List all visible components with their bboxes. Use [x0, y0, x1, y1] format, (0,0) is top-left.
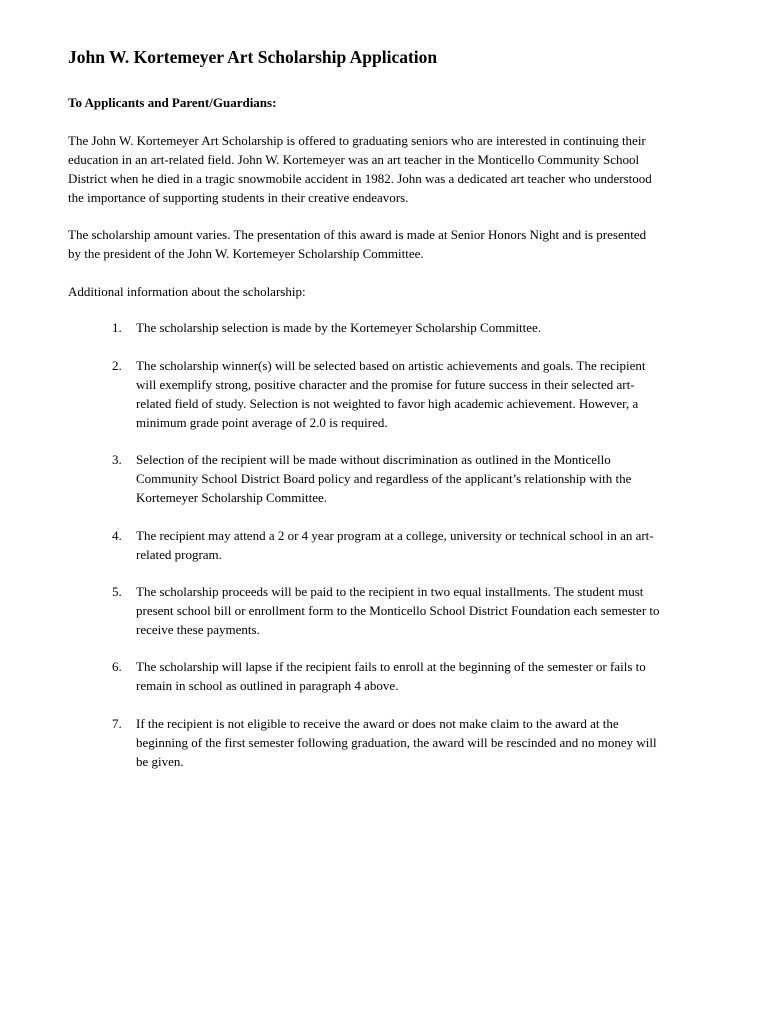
list-line: receive these payments. — [136, 622, 260, 637]
paragraph-line: District when he died in a tragic snowmobile accident in 1982. John was a dedicated art teacher who understood — [68, 171, 652, 186]
list-number: 1. — [112, 320, 122, 335]
list-number: 5. — [112, 584, 122, 599]
list-line: If the recipient is not eligible to receive the award or does not make claim to the award at the — [136, 716, 619, 731]
paragraph-line: the importance of supporting students in their creative endeavors. — [68, 190, 409, 205]
list-number: 7. — [112, 716, 122, 731]
paragraph-line: by the president of the John W. Kortemeyer Scholarship Committee. — [68, 246, 424, 261]
list-line: related field of study. Selection is not weighted to favor high academic achievement. However, a — [136, 396, 639, 411]
list-number: 6. — [112, 659, 122, 674]
paragraph-line: The scholarship amount varies. The presentation of this award is made at Senior Honors Night and is presented — [68, 227, 647, 242]
list-line: will exemplify strong, positive character and the promise for future success in their selected art- — [136, 377, 635, 392]
list-number: 3. — [112, 452, 122, 467]
list-line: The scholarship will lapse if the recipient fails to enroll at the beginning of the semester or fails to — [136, 659, 646, 674]
list-line: be given. — [136, 754, 184, 769]
additional-info-heading — [68, 282, 708, 301]
list-item-text — [136, 657, 716, 695]
list-line: beginning of the first semester following graduation, the award will be rescinded and no money will — [136, 735, 657, 750]
salutation: To Applicants and Parent/Guardians: — [68, 95, 277, 110]
list-line: The scholarship selection is made by the Kortemeyer Scholarship Committee. — [136, 320, 542, 335]
award-paragraph — [68, 225, 708, 263]
list-number: 2. — [112, 358, 122, 373]
list-item-text — [136, 318, 716, 337]
intro-paragraph — [68, 131, 708, 207]
paragraph-line: The John W. Kortemeyer Art Scholarship is offered to graduating seniors who are interested in continuing their — [68, 133, 646, 148]
list-item-text — [136, 450, 716, 507]
list-line: related program. — [136, 547, 222, 562]
list-item-text — [136, 526, 716, 564]
list-line: The scholarship proceeds will be paid to the recipient in two equal installments. The student must — [136, 584, 644, 599]
list-line: remain in school as outlined in paragraph 4 above. — [136, 678, 399, 693]
paragraph-line: education in an art-related field. John W. Kortemeyer was an art teacher in the Monticello Community School — [68, 152, 640, 167]
document-title: John W. Kortemeyer Art Scholarship Application — [68, 47, 438, 67]
list-item-text — [136, 714, 716, 771]
list-line: present school bill or enrollment form to the Monticello School District Foundation each semester to — [136, 603, 660, 618]
list-line: minimum grade point average of 2.0 is required. — [136, 415, 388, 430]
paragraph-line: Additional information about the scholarship: — [68, 284, 306, 299]
list-item-text — [136, 356, 716, 432]
list-line: The recipient may attend a 2 or 4 year program at a college, university or technical school in an art- — [136, 528, 654, 543]
list-line: Community School District Board policy and regardless of the applicant’s relationship with the — [136, 471, 632, 486]
list-line: The scholarship winner(s) will be selected based on artistic achievements and goals. The recipient — [136, 358, 646, 373]
list-item-text — [136, 582, 716, 639]
list-line: Kortemeyer Scholarship Committee. — [136, 490, 327, 505]
list-line: Selection of the recipient will be made without discrimination as outlined in the Monticello — [136, 452, 611, 467]
list-number: 4. — [112, 528, 122, 543]
